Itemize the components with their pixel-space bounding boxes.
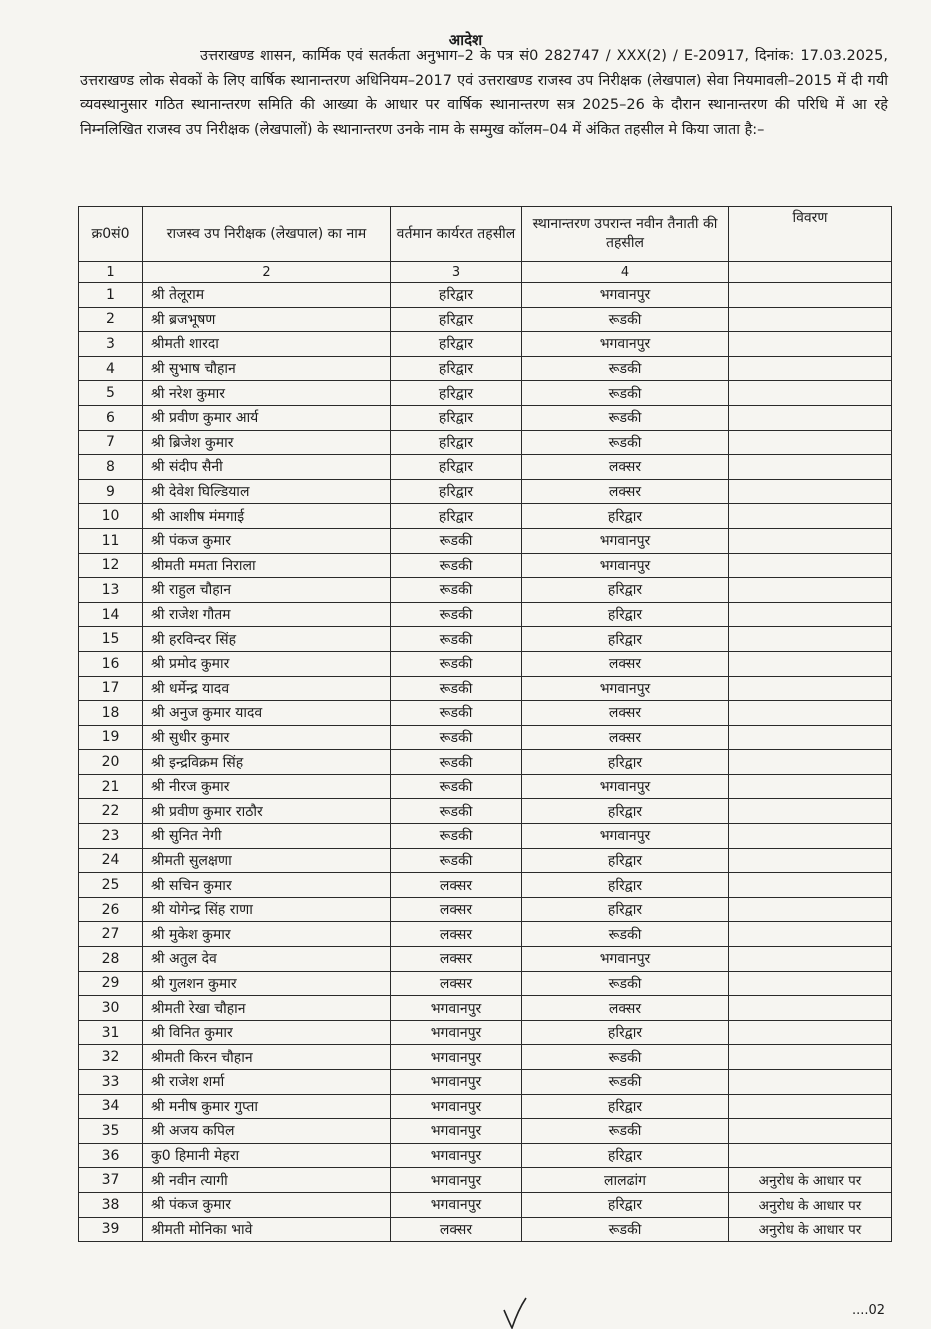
current-tehsil-cell: भगवानपुर	[391, 996, 522, 1021]
table-row	[79, 676, 892, 701]
serial-cell: 39	[79, 1217, 143, 1242]
table-row	[79, 602, 892, 627]
new-tehsil-cell: हरिद्वार	[522, 848, 729, 873]
name-cell: श्री अनुज कुमार यादव	[143, 701, 391, 726]
table-row	[79, 848, 892, 873]
new-tehsil-cell: हरिद्वार	[522, 799, 729, 824]
table-row	[79, 897, 892, 922]
remark-cell	[729, 824, 892, 849]
table-row	[79, 1020, 892, 1045]
serial-cell: 18	[79, 701, 143, 726]
table-row	[79, 971, 892, 996]
table-row	[79, 701, 892, 726]
new-tehsil-cell: लक्सर	[522, 455, 729, 480]
table-row	[79, 283, 892, 308]
new-tehsil-cell: भगवानपुर	[522, 676, 729, 701]
serial-cell: 22	[79, 799, 143, 824]
column-number: 4	[522, 262, 729, 283]
table-row	[79, 405, 892, 430]
current-tehsil-cell: हरिद्वार	[391, 381, 522, 406]
name-cell: श्री नवीन त्यागी	[143, 1168, 391, 1193]
name-cell: श्री नीरज कुमार	[143, 774, 391, 799]
current-tehsil-cell: भगवानपुर	[391, 1192, 522, 1217]
column-number: 2	[143, 262, 391, 283]
name-cell: श्री ब्रिजेश कुमार	[143, 430, 391, 455]
current-tehsil-cell: रूडकी	[391, 553, 522, 578]
remark-cell: अनुरोध के आधार पर	[729, 1168, 892, 1193]
serial-cell: 28	[79, 947, 143, 972]
name-cell: श्री मुकेश कुमार	[143, 922, 391, 947]
intro-text: उत्तराखण्ड शासन, कार्मिक एवं सतर्कता अनुभाग–2 के पत्र सं0 282747 / XXX(2) / E-20917, दिनांक: 17.03.2025, उत्तराखण्ड लोक सेवकों के लिए वार्षिक स्थानान्तरण अधिनियम–2017 एवं उत्तराखण्ड राजस्व उप निरीक्षक (लेखपाल) सेवा नियमावली–2015 में दी गयी व्यवस्थानुसार गठित स्थानान्तरण समिति की आख्या के आधार पर वार्षिक स्थानान्तरण सत्र 2025–26 के दौरान स्थानान्तरण की परिधि में आ रहे निम्नलिखित राजस्व उप निरीक्षक (लेखपालों) के स्थानान्तरण उनके नाम के सम्मुख कॉलम–04 में अंकित तहसील मे किया जाता है:–	[80, 48, 888, 138]
header-remarks: विवरण	[729, 207, 892, 262]
name-cell: श्री नरेश कुमार	[143, 381, 391, 406]
table-row	[79, 996, 892, 1021]
remark-cell	[729, 283, 892, 308]
table-body	[79, 283, 892, 1242]
serial-cell: 2	[79, 307, 143, 332]
name-cell: श्री आशीष मंमगाई	[143, 504, 391, 529]
remark-cell	[729, 1094, 892, 1119]
remark-cell	[729, 602, 892, 627]
new-tehsil-cell: रूडकी	[522, 307, 729, 332]
serial-cell: 37	[79, 1168, 143, 1193]
page-continuation-marker: ....02	[852, 1303, 886, 1318]
serial-cell: 9	[79, 479, 143, 504]
serial-cell: 14	[79, 602, 143, 627]
new-tehsil-cell: रूडकी	[522, 430, 729, 455]
serial-cell: 31	[79, 1020, 143, 1045]
remark-cell	[729, 701, 892, 726]
remark-cell	[729, 750, 892, 775]
serial-cell: 34	[79, 1094, 143, 1119]
name-cell: श्रीमती रेखा चौहान	[143, 996, 391, 1021]
new-tehsil-cell: भगवानपुर	[522, 774, 729, 799]
current-tehsil-cell: हरिद्वार	[391, 430, 522, 455]
table-row	[79, 1119, 892, 1144]
new-tehsil-cell: लालढांग	[522, 1168, 729, 1193]
table-row	[79, 332, 892, 357]
table-row	[79, 1070, 892, 1095]
remark-cell	[729, 356, 892, 381]
table-row	[79, 1045, 892, 1070]
table-row	[79, 725, 892, 750]
serial-cell: 10	[79, 504, 143, 529]
new-tehsil-cell: रूडकी	[522, 1070, 729, 1095]
current-tehsil-cell: लक्सर	[391, 1217, 522, 1242]
name-cell: श्री अतुल देव	[143, 947, 391, 972]
name-cell: श्री विनित कुमार	[143, 1020, 391, 1045]
current-tehsil-cell: भगवानपुर	[391, 1045, 522, 1070]
remark-cell	[729, 947, 892, 972]
new-tehsil-cell: लक्सर	[522, 725, 729, 750]
remark-cell: अनुरोध के आधार पर	[729, 1217, 892, 1242]
name-cell: श्री सुभाष चौहान	[143, 356, 391, 381]
current-tehsil-cell: भगवानपुर	[391, 1119, 522, 1144]
table-row	[79, 799, 892, 824]
serial-cell: 30	[79, 996, 143, 1021]
remark-cell	[729, 1119, 892, 1144]
name-cell: श्री प्रमोद कुमार	[143, 651, 391, 676]
table-row	[79, 307, 892, 332]
remark-cell	[729, 430, 892, 455]
remark-cell	[729, 971, 892, 996]
remark-cell	[729, 578, 892, 603]
name-cell: श्री ब्रजभूषण	[143, 307, 391, 332]
column-number-row	[79, 262, 892, 283]
remark-cell	[729, 528, 892, 553]
remark-cell	[729, 651, 892, 676]
serial-cell: 5	[79, 381, 143, 406]
serial-cell: 12	[79, 553, 143, 578]
name-cell: श्री गुलशन कुमार	[143, 971, 391, 996]
name-cell: श्रीमती शारदा	[143, 332, 391, 357]
serial-cell: 6	[79, 405, 143, 430]
current-tehsil-cell: लक्सर	[391, 897, 522, 922]
signature-mark	[500, 1296, 530, 1329]
name-cell: श्रीमती सुलक्षणा	[143, 848, 391, 873]
name-cell: श्री पंकज कुमार	[143, 528, 391, 553]
serial-cell: 24	[79, 848, 143, 873]
name-cell: श्री अजय कपिल	[143, 1119, 391, 1144]
header-new-tehsil: स्थानान्तरण उपरान्त नवीन तैनाती की तहसील	[522, 207, 729, 262]
current-tehsil-cell: रूडकी	[391, 799, 522, 824]
new-tehsil-cell: हरिद्वार	[522, 504, 729, 529]
serial-cell: 7	[79, 430, 143, 455]
remark-cell: अनुरोध के आधार पर	[729, 1192, 892, 1217]
new-tehsil-cell: हरिद्वार	[522, 602, 729, 627]
remark-cell	[729, 332, 892, 357]
remark-cell	[729, 455, 892, 480]
header-current-tehsil: वर्तमान कार्यरत तहसील	[391, 207, 522, 262]
table-row	[79, 381, 892, 406]
name-cell: श्री हरविन्दर सिंह	[143, 627, 391, 652]
current-tehsil-cell: रूडकी	[391, 651, 522, 676]
column-number-empty	[729, 262, 892, 283]
name-cell: श्री इन्द्रविक्रम सिंह	[143, 750, 391, 775]
remark-cell	[729, 996, 892, 1021]
new-tehsil-cell: भगवानपुर	[522, 824, 729, 849]
table-row	[79, 479, 892, 504]
table-row	[79, 750, 892, 775]
remark-cell	[729, 381, 892, 406]
table-row	[79, 356, 892, 381]
remark-cell	[729, 504, 892, 529]
name-cell: श्री तेलूराम	[143, 283, 391, 308]
remark-cell	[729, 1143, 892, 1168]
remark-cell	[729, 799, 892, 824]
new-tehsil-cell: भगवानपुर	[522, 283, 729, 308]
new-tehsil-cell: हरिद्वार	[522, 750, 729, 775]
serial-cell: 8	[79, 455, 143, 480]
remark-cell	[729, 848, 892, 873]
new-tehsil-cell: हरिद्वार	[522, 1143, 729, 1168]
name-cell: श्री देवेश घिल्डियाल	[143, 479, 391, 504]
table-row	[79, 824, 892, 849]
order-title: आदेश	[448, 31, 483, 49]
new-tehsil-cell: लक्सर	[522, 996, 729, 1021]
remark-cell	[729, 873, 892, 898]
name-cell: श्री राजेश गौतम	[143, 602, 391, 627]
current-tehsil-cell: रूडकी	[391, 627, 522, 652]
current-tehsil-cell: हरिद्वार	[391, 332, 522, 357]
serial-cell: 33	[79, 1070, 143, 1095]
new-tehsil-cell: रूडकी	[522, 922, 729, 947]
serial-cell: 20	[79, 750, 143, 775]
new-tehsil-cell: रूडकी	[522, 1217, 729, 1242]
serial-cell: 32	[79, 1045, 143, 1070]
intro-paragraph	[80, 44, 888, 142]
new-tehsil-cell: रूडकी	[522, 356, 729, 381]
remark-cell	[729, 1070, 892, 1095]
current-tehsil-cell: रूडकी	[391, 528, 522, 553]
header-name: राजस्व उप निरीक्षक (लेखपाल) का नाम	[143, 207, 391, 262]
new-tehsil-cell: भगवानपुर	[522, 528, 729, 553]
name-cell: श्री पंकज कुमार	[143, 1192, 391, 1217]
new-tehsil-cell: रूडकी	[522, 405, 729, 430]
remark-cell	[729, 897, 892, 922]
new-tehsil-cell: हरिद्वार	[522, 897, 729, 922]
name-cell: श्री मनीष कुमार गुप्ता	[143, 1094, 391, 1119]
name-cell: श्री धर्मेन्द्र यादव	[143, 676, 391, 701]
serial-cell: 27	[79, 922, 143, 947]
current-tehsil-cell: लक्सर	[391, 922, 522, 947]
current-tehsil-cell: हरिद्वार	[391, 307, 522, 332]
name-cell: श्री सचिन कुमार	[143, 873, 391, 898]
current-tehsil-cell: लक्सर	[391, 947, 522, 972]
current-tehsil-cell: रूडकी	[391, 676, 522, 701]
name-cell: श्री सुधीर कुमार	[143, 725, 391, 750]
table-row	[79, 1192, 892, 1217]
current-tehsil-cell: हरिद्वार	[391, 283, 522, 308]
new-tehsil-cell: रूडकी	[522, 971, 729, 996]
serial-cell: 25	[79, 873, 143, 898]
remark-cell	[729, 1045, 892, 1070]
serial-cell: 13	[79, 578, 143, 603]
table-row	[79, 1168, 892, 1193]
serial-cell: 35	[79, 1119, 143, 1144]
remark-cell	[729, 307, 892, 332]
serial-cell: 29	[79, 971, 143, 996]
table-row	[79, 1143, 892, 1168]
current-tehsil-cell: भगवानपुर	[391, 1070, 522, 1095]
table-row	[79, 1217, 892, 1242]
new-tehsil-cell: लक्सर	[522, 479, 729, 504]
new-tehsil-cell: भगवानपुर	[522, 553, 729, 578]
current-tehsil-cell: हरिद्वार	[391, 504, 522, 529]
table-row	[79, 553, 892, 578]
name-cell: श्री योगेन्द्र सिंह राणा	[143, 897, 391, 922]
table-row	[79, 947, 892, 972]
serial-cell: 26	[79, 897, 143, 922]
new-tehsil-cell: हरिद्वार	[522, 1094, 729, 1119]
name-cell: श्री सुनित नेगी	[143, 824, 391, 849]
new-tehsil-cell: रूडकी	[522, 1119, 729, 1144]
serial-cell: 1	[79, 283, 143, 308]
serial-cell: 4	[79, 356, 143, 381]
remark-cell	[729, 774, 892, 799]
table-row	[79, 873, 892, 898]
new-tehsil-cell: रूडकी	[522, 1045, 729, 1070]
new-tehsil-cell: हरिद्वार	[522, 1192, 729, 1217]
table-row	[79, 504, 892, 529]
serial-cell: 11	[79, 528, 143, 553]
current-tehsil-cell: हरिद्वार	[391, 455, 522, 480]
current-tehsil-cell: लक्सर	[391, 971, 522, 996]
header-serial: क्र0सं0	[79, 207, 143, 262]
remark-cell	[729, 553, 892, 578]
name-cell: श्री राहुल चौहान	[143, 578, 391, 603]
new-tehsil-cell: हरिद्वार	[522, 873, 729, 898]
new-tehsil-cell: हरिद्वार	[522, 627, 729, 652]
remark-cell	[729, 922, 892, 947]
table-row	[79, 1094, 892, 1119]
remark-cell	[729, 676, 892, 701]
table-row	[79, 922, 892, 947]
serial-cell: 36	[79, 1143, 143, 1168]
serial-cell: 17	[79, 676, 143, 701]
serial-cell: 23	[79, 824, 143, 849]
name-cell: श्री संदीप सैनी	[143, 455, 391, 480]
new-tehsil-cell: हरिद्वार	[522, 578, 729, 603]
transfer-table	[78, 206, 892, 1242]
table-row	[79, 651, 892, 676]
name-cell: श्रीमती मोनिका भावे	[143, 1217, 391, 1242]
remark-cell	[729, 405, 892, 430]
table-row	[79, 578, 892, 603]
current-tehsil-cell: हरिद्वार	[391, 479, 522, 504]
current-tehsil-cell: भगवानपुर	[391, 1143, 522, 1168]
new-tehsil-cell: भगवानपुर	[522, 947, 729, 972]
current-tehsil-cell: रूडकी	[391, 750, 522, 775]
remark-cell	[729, 627, 892, 652]
current-tehsil-cell: रूडकी	[391, 848, 522, 873]
name-cell: श्री प्रवीण कुमार आर्य	[143, 405, 391, 430]
current-tehsil-cell: भगवानपुर	[391, 1168, 522, 1193]
serial-cell: 3	[79, 332, 143, 357]
serial-cell: 15	[79, 627, 143, 652]
serial-cell: 19	[79, 725, 143, 750]
column-number: 3	[391, 262, 522, 283]
name-cell: श्रीमती ममता निराला	[143, 553, 391, 578]
new-tehsil-cell: भगवानपुर	[522, 332, 729, 357]
remark-cell	[729, 1020, 892, 1045]
serial-cell: 21	[79, 774, 143, 799]
name-cell: श्री राजेश शर्मा	[143, 1070, 391, 1095]
table-row	[79, 455, 892, 480]
current-tehsil-cell: रूडकी	[391, 602, 522, 627]
name-cell: श्रीमती किरन चौहान	[143, 1045, 391, 1070]
table-row	[79, 627, 892, 652]
current-tehsil-cell: भगवानपुर	[391, 1020, 522, 1045]
current-tehsil-cell: रूडकी	[391, 725, 522, 750]
table-row	[79, 430, 892, 455]
current-tehsil-cell: हरिद्वार	[391, 405, 522, 430]
table-header-row	[79, 207, 892, 262]
current-tehsil-cell: रूडकी	[391, 701, 522, 726]
current-tehsil-cell: रूडकी	[391, 824, 522, 849]
name-cell: श्री प्रवीण कुमार राठौर	[143, 799, 391, 824]
column-number: 1	[79, 262, 143, 283]
new-tehsil-cell: रूडकी	[522, 381, 729, 406]
current-tehsil-cell: रूडकी	[391, 578, 522, 603]
new-tehsil-cell: लक्सर	[522, 651, 729, 676]
table-row	[79, 528, 892, 553]
name-cell: कु0 हिमानी मेहरा	[143, 1143, 391, 1168]
current-tehsil-cell: भगवानपुर	[391, 1094, 522, 1119]
table-row	[79, 774, 892, 799]
remark-cell	[729, 725, 892, 750]
serial-cell: 16	[79, 651, 143, 676]
new-tehsil-cell: हरिद्वार	[522, 1020, 729, 1045]
current-tehsil-cell: रूडकी	[391, 774, 522, 799]
new-tehsil-cell: लक्सर	[522, 701, 729, 726]
remark-cell	[729, 479, 892, 504]
serial-cell: 38	[79, 1192, 143, 1217]
current-tehsil-cell: लक्सर	[391, 873, 522, 898]
current-tehsil-cell: हरिद्वार	[391, 356, 522, 381]
